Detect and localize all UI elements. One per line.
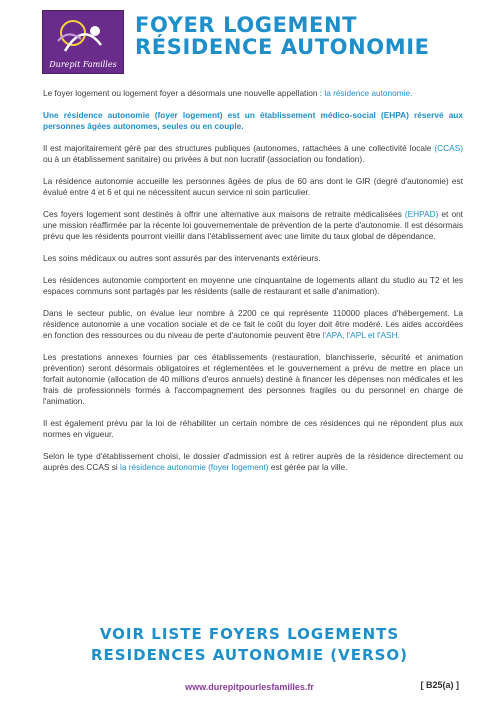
p3-text-a: Il est majoritairement géré par des structures publiques (autonomes, rattachées à une collectivité locale (43, 143, 435, 153)
see-list-callout (0, 624, 499, 666)
p1-text: Le foyer logement ou logement foyer a désormais une nouvelle appellation : (43, 88, 325, 98)
paragraph-gir: La résidence autonomie accueille les personnes âgées de plus de 60 ans dont le GIR (degré d'autonomie) est évalué entre 4 et 6 et qui ne nécessitent aucun service ni soin particulier. (43, 176, 463, 197)
page-title (135, 14, 430, 58)
paragraph-services: Les prestations annexes fournies par ces établissements (restauration, blanchisserie, sécurité et animation prévention) seront désormais obligatoires et réglementées et le gouvernement a prévu de mettre en place un forfait autonomie (allocation de 40 millions d'euros annuels) destiné à financer les dépenses non médicales et les frais de professionnels formés à l'accompagnement des personnes fragiles ou du personnel en charge de l'animation. (43, 352, 463, 406)
logo (42, 10, 124, 74)
p5-text-a: Ces foyers logement sont destinés à offrir une alternative aux maisons de retraite médicalisées (43, 209, 405, 219)
p11-highlight: la résidence autonomie (foyer logement) (120, 462, 269, 472)
p8-highlight: l'APA, l'APL et l'ASH. (322, 330, 400, 340)
p5-text-b: et ont une mission réaffirmée par la récente loi gouvernementale de prévention de la perte d'autonomie. Il est désormais prévu que les résidents pourront vieillir dans l'établissement avec une limite du taux global de dépendance. (43, 209, 463, 241)
p8-text: Dans le secteur public, on évalue leur nombre à 2200 ce qui représente 110000 places d'hébergement. La résidence autonomie a une vocation sociale et de ce fait le coût du loyer doit être modéré. Les aides accordées en fonction des ressources ou du niveau de perte d'autonomie peuvent être (43, 308, 463, 340)
paragraph-admission (43, 451, 463, 473)
article-body (43, 88, 463, 484)
callout-line-2: RESIDENCES AUTONOMIE (VERSO) (91, 646, 408, 664)
logo-text: Durepit Familles (49, 60, 117, 69)
website-link[interactable]: www.durepitpourlesfamilles.fr (185, 682, 314, 692)
p11-text-b: est gérée par la ville. (268, 462, 348, 472)
paragraph-housing: Les résidences autonomie comportent en moyenne une cinquantaine de logements allant du studio au T2 et les espaces communs sont partagés par les résidents (salle de restaurant et salle d'animation). (43, 275, 463, 296)
paragraph-care: Les soins médicaux ou autres sont assurés par des intervenants extérieurs. (43, 253, 321, 263)
title-line-2: RÉSIDENCE AUTONOMIE (135, 35, 430, 59)
callout-line-1: VOIR LISTE FOYERS LOGEMENTS (99, 625, 400, 643)
document-code: [ B25(a) ] (420, 680, 459, 690)
paragraph-rehabilitation: Il est également prévu par la loi de réhabiliter un certain nombre de ces résidences qui ne répondent plus aux normes en vigueur. (43, 418, 463, 439)
p3-text-b: ou à un établissement sanitaire) ou privées à but non lucratif (association ou fondation). (43, 154, 365, 164)
paragraph-management (43, 143, 463, 165)
paragraph-intro (43, 88, 463, 99)
paragraph-public-sector (43, 308, 463, 341)
paragraph-alternative (43, 209, 463, 242)
paragraph-definition: Une résidence autonomie (foyer logement) est un établissement médico-social (EHPA) réservé aux personnes âgées autonomes, seules ou en couple. (43, 110, 463, 131)
p3-highlight: (CCAS) (434, 143, 463, 153)
p11-text-a: Selon le type d'établissement choisi, le dossier d'admission est à retirer auprès de la résidence directement ou auprès des CCAS si (43, 451, 463, 472)
p1-highlight: la résidence autonomie. (324, 88, 413, 98)
p5-highlight: (EHPAD) (404, 209, 439, 219)
title-line-1: FOYER LOGEMENT (135, 13, 358, 37)
